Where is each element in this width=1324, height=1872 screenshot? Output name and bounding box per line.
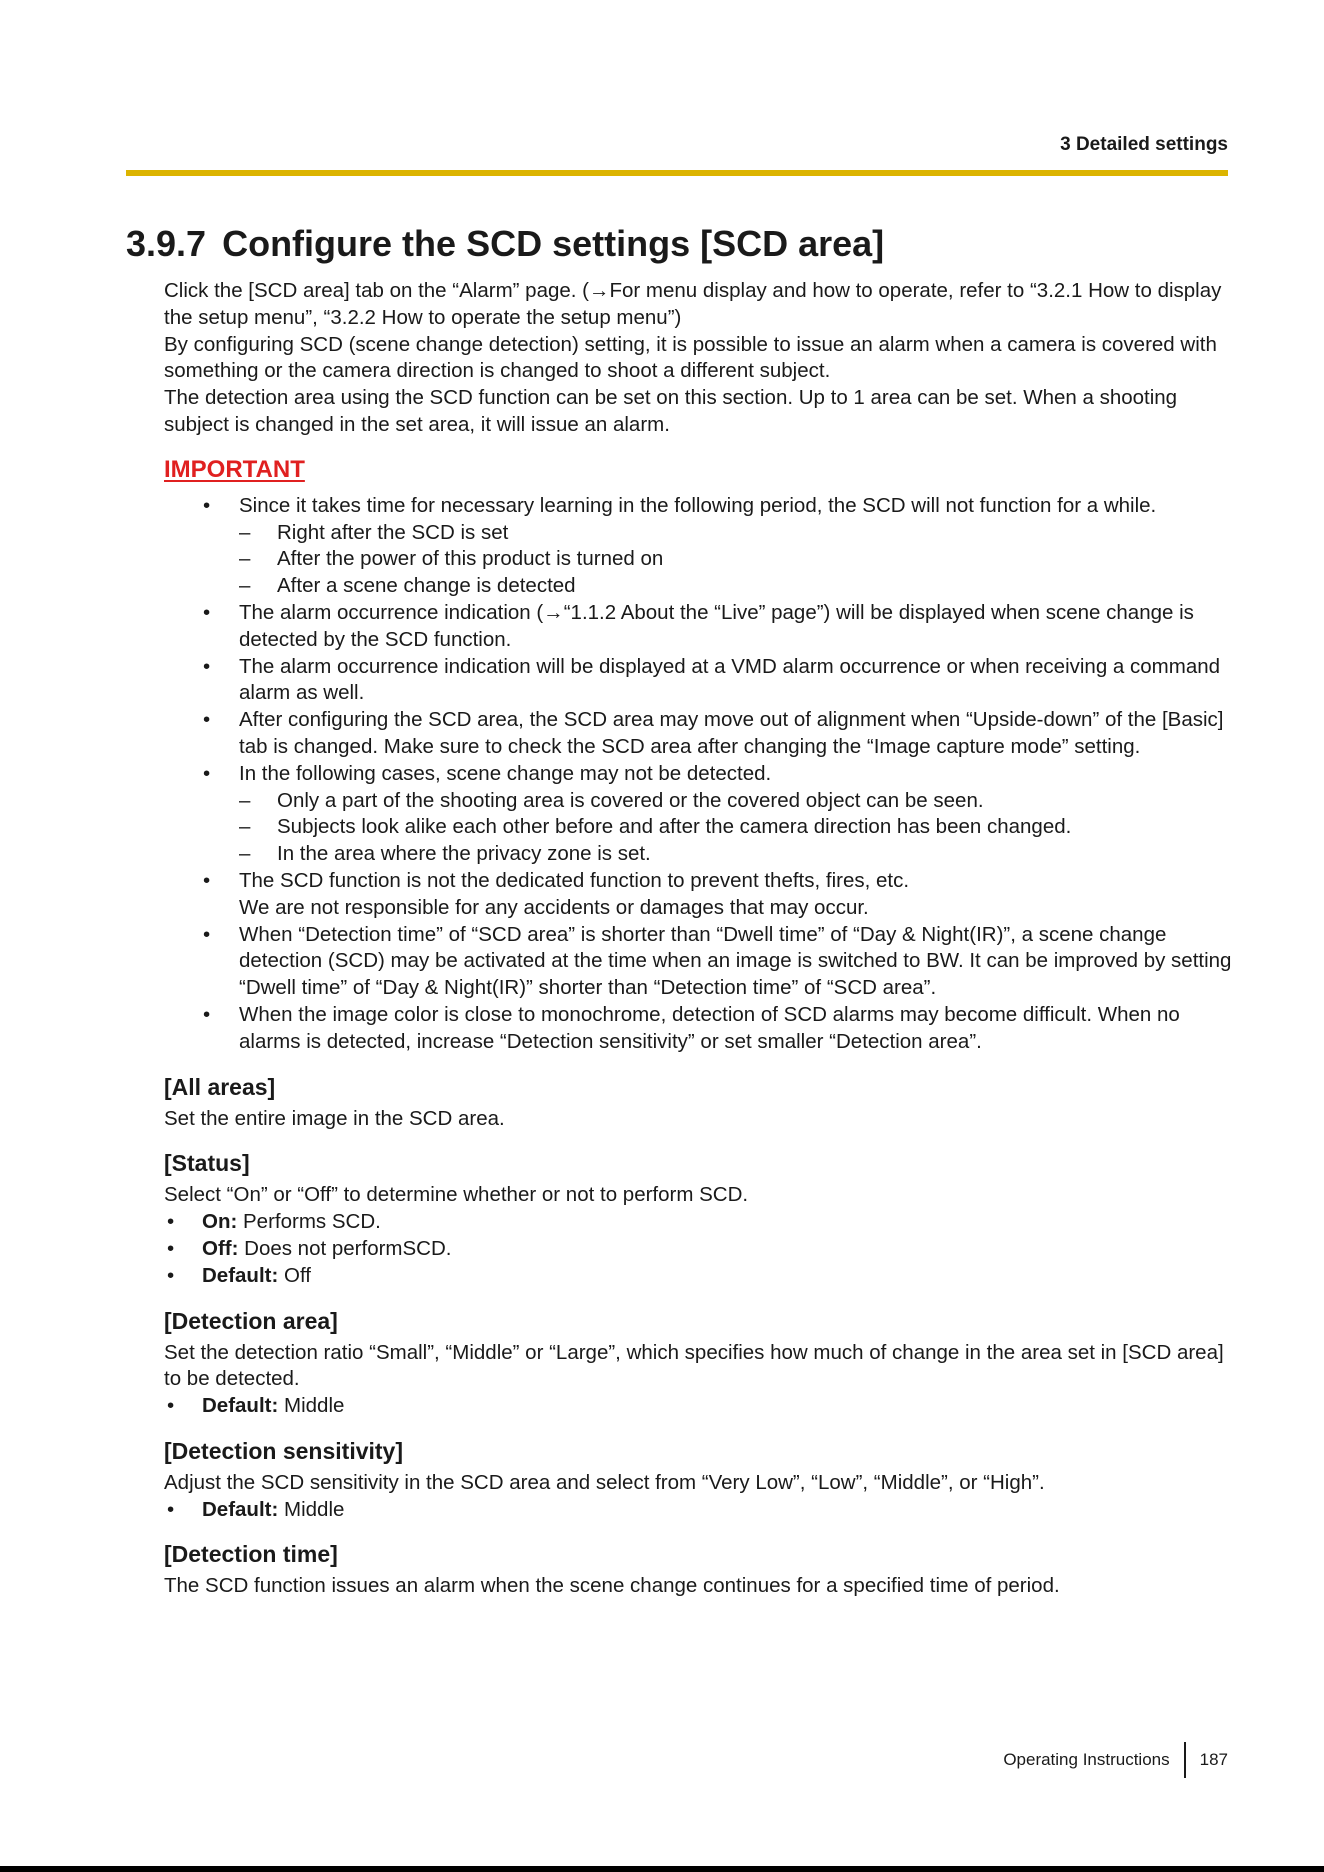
option-value: Off: [278, 1263, 311, 1287]
sub-item: – After a scene change is detected: [239, 573, 1232, 600]
section-number: 3.9.7: [126, 223, 207, 264]
page-title: [126, 222, 884, 266]
section-heading: [Detection time]: [164, 1541, 338, 1568]
header-rule: [126, 170, 1228, 176]
important-item: [164, 761, 1232, 868]
section-description: Adjust the SCD sensitivity in the SCD area and select from “Very Low”, “Low”, “Middle”, or “High”.: [164, 1470, 1045, 1494]
important-item-text: Since it takes time for necessary learning in the following period, the SCD will not function for a while.: [239, 493, 1157, 517]
section-detection-time: [164, 1539, 1232, 1600]
option-key: On:: [202, 1210, 238, 1234]
sub-item: – Only a part of the shooting area is covered or the covered object can be seen.: [239, 788, 1232, 815]
important-item-text: The SCD function is not the dedicated function to prevent thefts, fires, etc.: [239, 868, 910, 892]
page-number: 187: [1199, 1750, 1228, 1769]
option-value: Does not performSCD.: [238, 1236, 452, 1260]
option-list: [164, 1497, 1232, 1524]
intro: [164, 278, 1232, 439]
sub-item: – Subjects look alike each other before and after the camera direction has been changed.: [239, 814, 1232, 841]
intro-paragraph: By configuring SCD (scene change detection) setting, it is possible to issue an alarm when a camera is covered with something or the camera direction is changed to shoot a different subject.: [164, 332, 1217, 383]
sub-list: [239, 520, 1232, 600]
option-item: [164, 1497, 1232, 1524]
important-item-text: After configuring the SCD area, the SCD area may move out of alignment when “Upside-down” of the [Basic] tab is changed. Make sure to check the SCD area after changing the “Image capture mode” setting.: [239, 708, 1224, 758]
important-item-text: The alarm occurrence indication will be displayed at a VMD alarm occurrence or when receiving a command alarm as well.: [239, 654, 1221, 705]
sub-item: – In the area where the privacy zone is set.: [239, 841, 1232, 868]
important-item-text: When “Detection time” of “SCD area” is shorter than “Dwell time” of “Day & Night(IR)”, a scene change detection (SCD) may be activated at the time when an image is switched to BW. It can be improved by setting “Dwell time” of “Day & Night(IR)” shorter than “Detection time” of “SCD area”.: [239, 922, 1232, 1000]
section-heading: [Detection area]: [164, 1307, 338, 1334]
option-item: [164, 1236, 1232, 1263]
important-item-text: When the image color is close to monochrome, detection of SCD alarms may become difficult. When no alarms is detected, increase “Detection sensitivity” or set smaller “Detection area”.: [239, 1002, 1180, 1053]
important-item: [164, 922, 1232, 1002]
important-item: [164, 493, 1232, 600]
section-description: The SCD function issues an alarm when the scene change continues for a specified time of period.: [164, 1574, 1060, 1598]
sub-item: – Right after the SCD is set: [239, 520, 1232, 547]
option-key: Default:: [202, 1263, 279, 1287]
intro-paragraph: The detection area using the SCD function can be set on this section. Up to 1 area can be set. When a shooting subject is changed in the set area, it will issue an alarm.: [164, 386, 1178, 436]
section-detection-area: [164, 1306, 1232, 1420]
important-item-text: In the following cases, scene change may not be detected.: [239, 761, 772, 785]
important-item-text: The alarm occurrence indication (→“1.1.2 About the “Live” page”) will be displayed when scene change is detected by the SCD function.: [239, 600, 1194, 651]
bottom-rule: [0, 1866, 1324, 1872]
option-key: Default:: [202, 1497, 279, 1521]
option-item: [164, 1393, 1232, 1420]
intro-paragraph: Click the [SCD area] tab on the “Alarm” page. (→For menu display and how to operate, refer to “3.2.1 How to display the setup menu”, “3.2.2 How to operate the setup menu”): [164, 279, 1222, 329]
section-heading: [Detection sensitivity]: [164, 1437, 403, 1464]
section-all-areas: [164, 1072, 1232, 1133]
important-heading: IMPORTANT: [164, 455, 305, 483]
section-description: Set the detection ratio “Small”, “Middle” or “Large”, which specifies how much of change in the area set in [SCD area] to be detected.: [164, 1340, 1224, 1391]
important-list: [164, 493, 1232, 1056]
section-detection-sensitivity: [164, 1436, 1232, 1524]
important-item: [164, 868, 1232, 922]
option-value: Middle: [278, 1497, 345, 1521]
sub-item: – After the power of this product is turned on: [239, 546, 1232, 573]
important-item: [164, 600, 1232, 654]
option-item: [164, 1263, 1232, 1290]
footer-label: Operating Instructions: [1003, 1750, 1170, 1769]
option-list: [164, 1209, 1232, 1289]
content: [164, 278, 1232, 1600]
section-heading: [Status]: [164, 1150, 250, 1177]
option-item: [164, 1209, 1232, 1236]
sub-list: [239, 788, 1232, 868]
section-description: Select “On” or “Off” to determine whether or not to perform SCD.: [164, 1183, 749, 1207]
important-item: [164, 1002, 1232, 1056]
option-key: Default:: [202, 1394, 279, 1418]
section-description: Set the entire image in the SCD area.: [164, 1106, 505, 1130]
important-item: [164, 654, 1232, 708]
option-key: Off:: [202, 1236, 239, 1260]
title-text: Configure the SCD settings [SCD area]: [222, 223, 885, 264]
footer-divider: [1184, 1742, 1186, 1778]
section-heading: [All areas]: [164, 1073, 276, 1100]
important-item: [164, 707, 1232, 761]
option-list: [164, 1393, 1232, 1420]
important-item-text: We are not responsible for any accidents or damages that may occur.: [239, 895, 869, 919]
section-label: 3 Detailed settings: [1060, 134, 1228, 155]
option-value: Performs SCD.: [237, 1210, 381, 1234]
section-status: [164, 1148, 1232, 1289]
page-footer: [1003, 1742, 1228, 1778]
option-value: Middle: [278, 1394, 345, 1418]
